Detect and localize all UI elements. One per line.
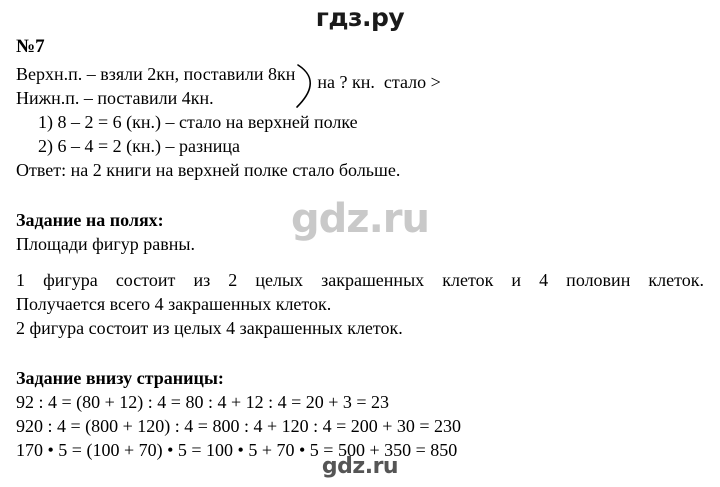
task-condition <box>16 62 706 110</box>
spacer-3 <box>16 340 706 366</box>
margin-task-line-4: 2 фигура состоит из целых 4 закрашенных клеток. <box>16 318 403 338</box>
bottom-task-line-1: 92 : 4 = (80 + 12) : 4 = 80 : 4 + 12 : 4 = 20 + 3 = 23 <box>16 392 390 412</box>
brace-icon <box>295 62 317 110</box>
solution-step-1: 1) 8 – 2 = 6 (кн.) – стало на верхней полке <box>38 112 358 132</box>
solution-content <box>16 36 706 462</box>
spacer-2 <box>16 256 706 268</box>
condition-rows <box>16 62 295 110</box>
watermark: gdz.ru <box>291 196 429 242</box>
site-logo-bottom: gdz.ru <box>321 454 399 479</box>
bottom-task-line-2: 920 : 4 = (800 + 120) : 4 = 800 : 4 + 120 : 4 = 200 + 30 = 230 <box>16 416 462 436</box>
solution-step-2: 2) 6 – 4 = 2 (кн.) – разница <box>38 136 240 156</box>
margin-task-line-3: Получается всего 4 закрашенных клеток. <box>16 294 332 314</box>
condition-line-1: Верхн.п. – взяли 2кн, поставили 8кн <box>16 64 296 84</box>
margin-task-line-2: 1 фигура состоит из 2 целых закрашенных клеток и 4 половин клеток. <box>16 270 704 290</box>
site-logo-top: гдз.ру <box>315 3 405 32</box>
bottom-task-line-3: 170 • 5 = (100 + 70) • 5 = 100 • 5 + 70 • 5 = 500 + 350 = 850 <box>16 440 458 460</box>
condition-line-2: Нижн.п. – поставили 4кн. <box>16 88 214 108</box>
bottom-task-title: Задание внизу страницы: <box>16 368 224 388</box>
task-number: №7 <box>16 36 45 57</box>
margin-task-title: Задание на полях: <box>16 210 164 230</box>
solution-answer: Ответ: на 2 книги на верхней полке стало больше. <box>16 160 401 180</box>
spacer-1 <box>16 182 706 208</box>
condition-question: на ? кн. стало > <box>317 72 441 92</box>
margin-task-line-1: Площади фигур равны. <box>16 234 196 254</box>
